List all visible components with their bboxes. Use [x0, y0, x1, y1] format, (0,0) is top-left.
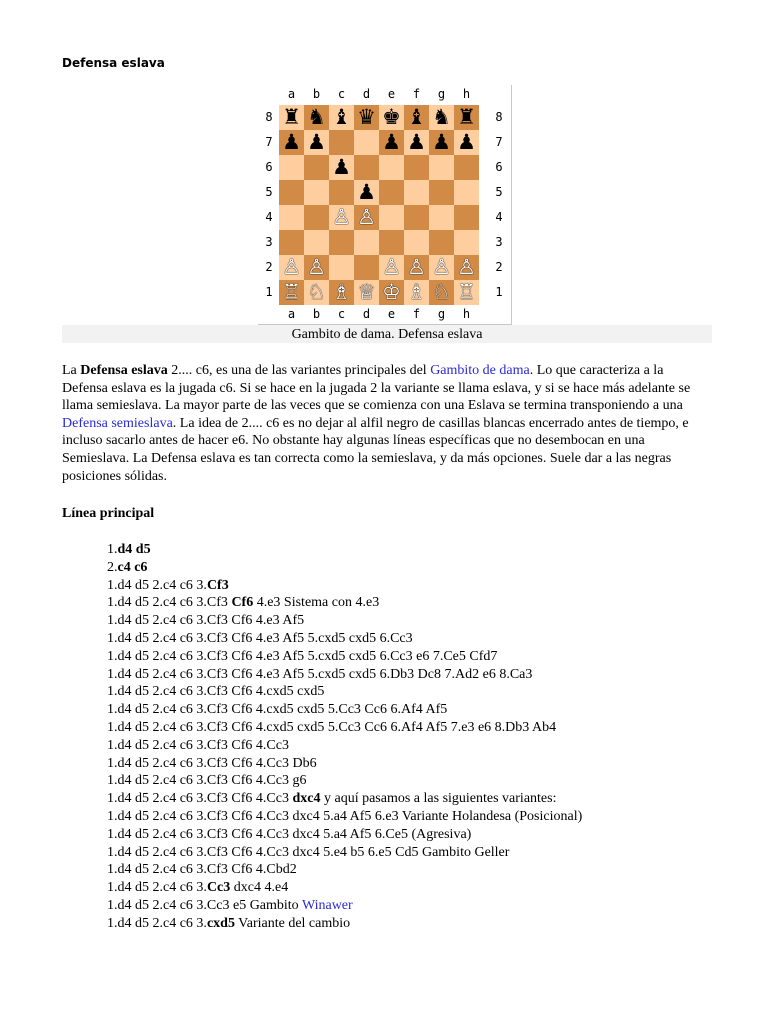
board-square	[379, 255, 404, 280]
white-piece-icon: ♕	[357, 280, 376, 304]
board-square	[279, 130, 304, 155]
rank-label: 5	[265, 185, 273, 199]
rank-label: 6	[495, 160, 503, 174]
board-square	[279, 180, 304, 205]
board-square	[454, 280, 479, 305]
board-square	[279, 205, 304, 230]
file-label: e	[387, 87, 396, 101]
board-square	[379, 105, 404, 130]
black-piece-icon: ♟	[432, 130, 451, 154]
board-square	[404, 105, 429, 130]
variation-line	[107, 897, 582, 915]
para-bold-term: Defensa eslava	[80, 363, 168, 378]
board-square	[304, 130, 329, 155]
board-square	[454, 105, 479, 130]
white-piece-icon: ♙	[457, 255, 476, 279]
board-square	[379, 130, 404, 155]
white-piece-icon: ♙	[432, 255, 451, 279]
board-square	[404, 130, 429, 155]
board-square	[404, 180, 429, 205]
document-title: Defensa eslava	[62, 56, 165, 70]
file-label: h	[462, 307, 471, 321]
board-square	[354, 255, 379, 280]
variation-line	[107, 541, 582, 559]
file-label: c	[337, 87, 346, 101]
white-piece-icon: ♖	[457, 280, 476, 304]
black-piece-icon: ♟	[307, 130, 326, 154]
move-text: dxc4 4.e4	[230, 880, 289, 896]
board-square	[354, 280, 379, 305]
variation-line	[107, 755, 582, 773]
file-label: g	[437, 87, 446, 101]
black-piece-icon: ♞	[432, 105, 451, 129]
highlighted-move: dxc4	[292, 791, 321, 807]
move-text: 1.d4 d5 2.c4 c6 3.Cf3 Cf6 4.e3 Af5 5.cxd5 cxd5 6.Cc3	[107, 630, 413, 646]
variation-line	[107, 861, 582, 879]
black-piece-icon: ♟	[382, 130, 401, 154]
black-piece-icon: ♝	[407, 105, 426, 129]
move-text: 2.	[107, 559, 118, 575]
rank-label: 6	[265, 160, 273, 174]
black-piece-icon: ♜	[282, 105, 301, 129]
chess-board	[279, 105, 479, 305]
highlighted-move: cxd5	[206, 915, 235, 931]
black-piece-icon: ♛	[357, 105, 376, 129]
move-text: 1.d4 d5 2.c4 c6 3.	[107, 915, 207, 931]
board-square	[354, 180, 379, 205]
board-square	[429, 230, 454, 255]
move-text: 1.d4 d5 2.c4 c6 3.Cf3 Cf6 4.cxd5 cxd5	[107, 684, 325, 700]
white-piece-icon: ♘	[432, 280, 451, 304]
file-label: f	[412, 87, 421, 101]
board-square	[279, 280, 304, 305]
white-piece-icon: ♖	[282, 280, 301, 304]
board-square	[454, 130, 479, 155]
board-square	[279, 255, 304, 280]
board-square	[354, 105, 379, 130]
move-text: 1.d4 d5 2.c4 c6 3.Cf3 Cf6 4.e3 Af5	[107, 613, 305, 629]
move-text: 1.d4 d5 2.c4 c6 3.Cf3 Cf6 4.Cc3 g6	[107, 773, 307, 789]
board-square	[304, 255, 329, 280]
diagram-caption: Gambito de dama. Defensa eslava	[62, 325, 712, 343]
white-piece-icon: ♔	[382, 280, 401, 304]
variation-line	[107, 772, 582, 790]
white-piece-icon: ♙	[407, 255, 426, 279]
board-square	[454, 205, 479, 230]
board-square	[429, 180, 454, 205]
move-text: 1.d4 d5 2.c4 c6 3.Cf3 Cf6 4.Cc3 Db6	[107, 755, 317, 771]
board-square	[304, 155, 329, 180]
board-square	[354, 130, 379, 155]
board-square	[329, 155, 354, 180]
move-text: 1.d4 d5 2.c4 c6 3.Cf3 Cf6 4.Cc3 dxc4 5.a4 Af5 6.e3 Variante Holandesa (Posicional)	[107, 808, 583, 824]
para-text: . La idea de 2.... c6 es no dejar al alfil negro de casillas blancas encerrado antes de tiempo, e incluso sacarlo antes de hacer e6. No obstante hay algunas líneas específicas que no desembocan en una Semieslava. La Defensa eslava es tan correcta como la semieslava, y da más opciones. Suele dar a las negras posiciones sólidas.	[62, 415, 689, 484]
move-text: 1.d4 d5 2.c4 c6 3.	[107, 880, 207, 896]
board-square	[429, 105, 454, 130]
board-square	[429, 205, 454, 230]
board-square	[404, 255, 429, 280]
chess-diagram	[258, 85, 512, 325]
section-heading-linea-principal: Línea principal	[62, 506, 155, 521]
black-piece-icon: ♜	[457, 105, 476, 129]
board-square	[329, 105, 354, 130]
board-square	[454, 230, 479, 255]
board-square	[379, 155, 404, 180]
variation-line	[107, 879, 582, 897]
rank-label: 2	[495, 260, 503, 274]
move-text: 4.e3 Sistema con 4.e3	[253, 595, 380, 611]
board-square	[429, 280, 454, 305]
file-label: b	[312, 87, 321, 101]
board-square	[304, 180, 329, 205]
board-square	[329, 280, 354, 305]
intro-paragraph	[62, 362, 712, 485]
white-piece-icon: ♙	[307, 255, 326, 279]
move-text: Variante del cambio	[234, 915, 351, 931]
rank-label: 1	[265, 285, 273, 299]
highlighted-move: c4 c6	[117, 559, 148, 575]
variation-line	[107, 701, 582, 719]
variation-line	[107, 915, 582, 933]
variation-line	[107, 737, 582, 755]
variation-line	[107, 648, 582, 666]
para-text: 2.... c6, es una de las variantes principales del	[167, 363, 431, 378]
variation-line	[107, 826, 582, 844]
board-square	[404, 230, 429, 255]
board-square	[329, 130, 354, 155]
move-text: y aquí pasamos a las siguientes variantes:	[320, 791, 557, 807]
board-square	[354, 155, 379, 180]
rank-label: 8	[495, 110, 503, 124]
move-text: 1.	[107, 542, 118, 557]
variation-line	[107, 666, 582, 684]
board-square	[404, 155, 429, 180]
white-piece-icon: ♗	[332, 280, 351, 304]
move-text: 1.d4 d5 2.c4 c6 3.	[107, 577, 207, 593]
move-text: 1.d4 d5 2.c4 c6 3.Cf3 Cf6 4.cxd5 cxd5 5.Cc3 Cc6 6.Af4 Af5 7.e3 e6 8.Db3 Ab4	[107, 719, 557, 735]
rank-label: 8	[265, 110, 273, 124]
white-piece-icon: ♘	[307, 280, 326, 304]
file-label: b	[312, 307, 321, 321]
board-square	[354, 205, 379, 230]
file-label: g	[437, 307, 446, 321]
board-square	[354, 230, 379, 255]
board-square	[279, 230, 304, 255]
variation-line	[107, 683, 582, 701]
move-text: 1.d4 d5 2.c4 c6 3.Cf3 Cf6 4.Cc3	[107, 791, 293, 807]
board-square	[379, 205, 404, 230]
black-piece-icon: ♝	[332, 105, 351, 129]
link-winawer[interactable]: Winawer	[301, 897, 353, 913]
move-text: 1.d4 d5 2.c4 c6 3.Cf3 Cf6 4.e3 Af5 5.cxd5 cxd5 6.Db3 Dc8 7.Ad2 e6 8.Ca3	[107, 666, 533, 682]
rank-label: 2	[265, 260, 273, 274]
move-text: 1.d4 d5 2.c4 c6 3.Cf3 Cf6 4.cxd5 cxd5 5.Cc3 Cc6 6.Af4 Af5	[107, 702, 448, 718]
board-square	[454, 255, 479, 280]
rank-label: 3	[495, 235, 503, 249]
board-square	[379, 280, 404, 305]
highlighted-move: d4 d5	[117, 542, 151, 557]
file-label: a	[287, 87, 296, 101]
variation-line	[107, 790, 582, 808]
variation-line	[107, 719, 582, 737]
white-piece-icon: ♗	[407, 280, 426, 304]
link-gambito-de-dama[interactable]: Gambito de dama	[430, 363, 530, 378]
rank-label: 1	[495, 285, 503, 299]
variation-list	[107, 541, 582, 933]
board-square	[304, 205, 329, 230]
variation-line	[107, 612, 582, 630]
rank-label: 4	[495, 210, 503, 224]
para-text: La	[62, 363, 81, 378]
board-square	[404, 280, 429, 305]
file-label: e	[387, 307, 396, 321]
variation-line	[107, 577, 582, 595]
move-text: 1.d4 d5 2.c4 c6 3.Cf3	[107, 595, 232, 611]
rank-label: 5	[495, 185, 503, 199]
white-piece-icon: ♙	[357, 205, 376, 229]
black-piece-icon: ♞	[307, 105, 326, 129]
board-square	[429, 130, 454, 155]
board-square	[279, 105, 304, 130]
file-label: f	[412, 307, 421, 321]
black-piece-icon: ♟	[332, 155, 351, 179]
board-square	[304, 105, 329, 130]
white-piece-icon: ♙	[282, 255, 301, 279]
board-square	[404, 205, 429, 230]
board-square	[454, 180, 479, 205]
variation-line	[107, 844, 582, 862]
move-text: 1.d4 d5 2.c4 c6 3.Cc3 e5 Gambito	[107, 897, 302, 913]
variation-line	[107, 808, 582, 826]
black-piece-icon: ♟	[357, 180, 376, 204]
variation-line	[107, 559, 582, 577]
move-text: 1.d4 d5 2.c4 c6 3.Cf3 Cf6 4.Cc3	[107, 737, 289, 753]
move-text: 1.d4 d5 2.c4 c6 3.Cf3 Cf6 4.Cc3 dxc4 5.e4 b5 6.e5 Cd5 Gambito Geller	[107, 844, 510, 860]
file-label: a	[287, 307, 296, 321]
board-square	[379, 180, 404, 205]
board-square	[329, 180, 354, 205]
board-square	[429, 255, 454, 280]
move-text: 1.d4 d5 2.c4 c6 3.Cf3 Cf6 4.Cc3 dxc4 5.a4 Af5 6.Ce5 (Agresiva)	[107, 826, 472, 842]
board-square	[429, 155, 454, 180]
rank-label: 3	[265, 235, 273, 249]
black-piece-icon: ♟	[457, 130, 476, 154]
rank-label: 7	[495, 135, 503, 149]
board-square	[329, 255, 354, 280]
board-square	[329, 230, 354, 255]
board-square	[379, 230, 404, 255]
rank-label: 4	[265, 210, 273, 224]
file-label: d	[362, 307, 371, 321]
highlighted-move: Cc3	[206, 880, 231, 896]
black-piece-icon: ♚	[382, 105, 401, 129]
board-square	[329, 205, 354, 230]
file-label: h	[462, 87, 471, 101]
highlighted-move: Cf3	[206, 577, 229, 593]
white-piece-icon: ♙	[382, 255, 401, 279]
file-label: d	[362, 87, 371, 101]
white-piece-icon: ♙	[332, 205, 351, 229]
file-label: c	[337, 307, 346, 321]
black-piece-icon: ♟	[282, 130, 301, 154]
move-text: 1.d4 d5 2.c4 c6 3.Cf3 Cf6 4.Cbd2	[107, 862, 297, 878]
rank-label: 7	[265, 135, 273, 149]
variation-line	[107, 630, 582, 648]
board-square	[304, 280, 329, 305]
variation-line	[107, 594, 582, 612]
board-square	[304, 230, 329, 255]
board-square	[454, 155, 479, 180]
link-defensa-semieslava[interactable]: Defensa semieslava	[62, 415, 173, 431]
para-text: . Lo que caracteriza a la Defensa eslava es la jugada c6. Si se hace en la jugada 2 la variante se llama eslava, y si se hace más adelante se llama semieslava. La mayor parte de las veces que se comienza con una Eslava se termina transponiendo a una	[62, 363, 691, 414]
highlighted-move: Cf6	[231, 595, 254, 611]
black-piece-icon: ♟	[407, 130, 426, 154]
board-square	[279, 155, 304, 180]
move-text: 1.d4 d5 2.c4 c6 3.Cf3 Cf6 4.e3 Af5 5.cxd5 cxd5 6.Cc3 e6 7.Ce5 Cfd7	[107, 648, 498, 664]
